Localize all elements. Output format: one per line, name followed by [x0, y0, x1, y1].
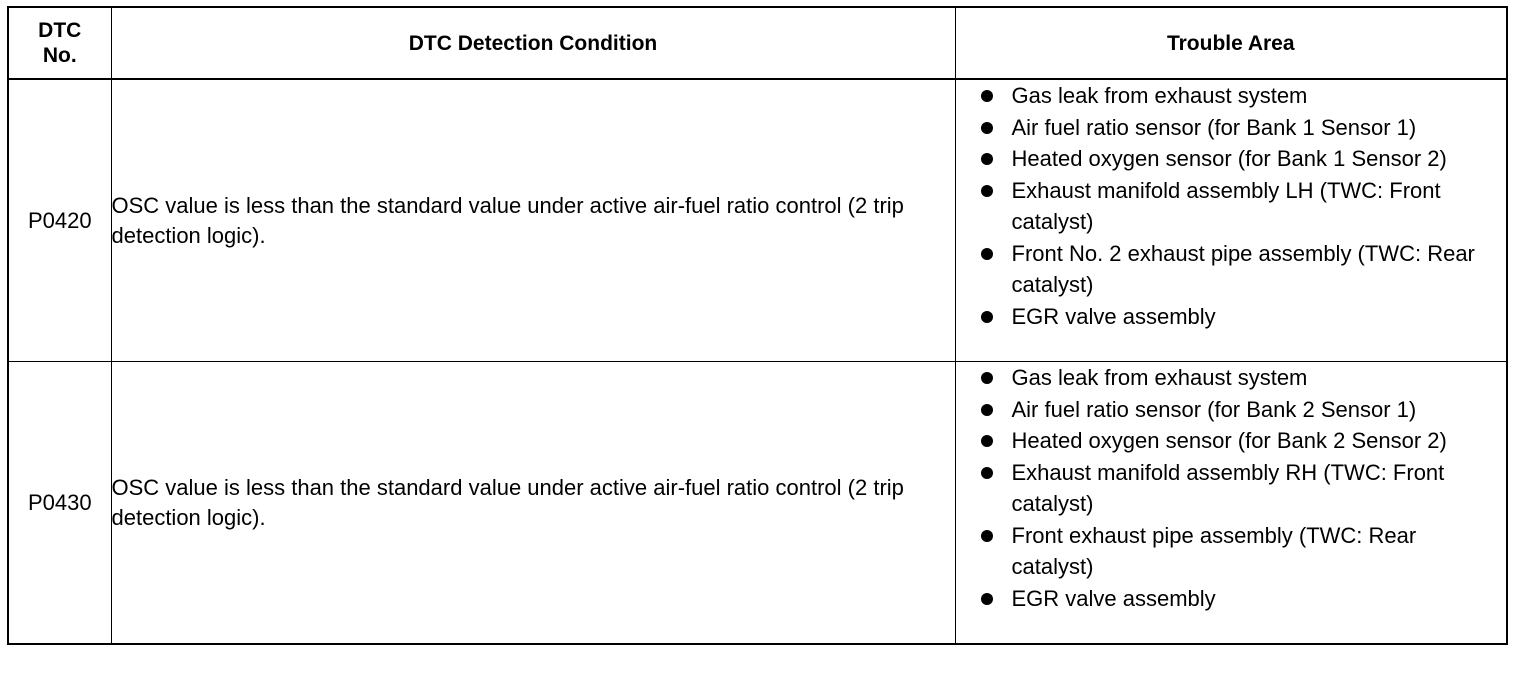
list-item	[976, 394, 1507, 426]
bullet-icon	[981, 122, 993, 134]
trouble-area-text: Gas leak from exhaust system	[1011, 83, 1308, 108]
bullet-icon	[981, 185, 993, 197]
trouble-area-list	[956, 362, 1507, 614]
trouble-area-text: Heated oxygen sensor (for Bank 1 Sensor 2)	[1011, 146, 1447, 171]
header-trouble-area: Trouble Area	[955, 7, 1507, 79]
table-row	[8, 362, 1507, 645]
detection-condition: OSC value is less than the standard value under active air-fuel ratio control (2 trip detection logic).	[111, 79, 955, 362]
trouble-area-text: Air fuel ratio sensor (for Bank 1 Sensor 1)	[1011, 114, 1417, 140]
trouble-area-text: Front exhaust pipe assembly (TWC: Rear catalyst)	[1011, 522, 1417, 579]
list-item	[976, 362, 1507, 394]
list-item	[976, 583, 1507, 615]
trouble-area-cell	[955, 79, 1507, 362]
trouble-area-cell	[955, 362, 1507, 645]
trouble-area-text: Front No. 2 exhaust pipe assembly (TWC: Rear catalyst)	[1011, 240, 1475, 297]
bullet-icon	[981, 593, 993, 605]
trouble-area-text: Air fuel ratio sensor (for Bank 2 Sensor 1)	[1011, 396, 1417, 422]
bullet-icon	[981, 467, 993, 479]
list-item	[976, 175, 1507, 238]
bullet-icon	[981, 248, 993, 260]
trouble-area-text: EGR valve assembly	[1011, 585, 1216, 611]
list-item	[976, 425, 1507, 457]
list-item	[976, 301, 1507, 333]
table-row	[8, 79, 1507, 362]
trouble-area-list	[956, 80, 1507, 332]
trouble-area-text: Heated oxygen sensor (for Bank 2 Sensor 2)	[1011, 428, 1447, 453]
dtc-code: P0420	[8, 79, 111, 362]
trouble-area-text: Exhaust manifold assembly LH (TWC: Front catalyst)	[1011, 177, 1441, 234]
dtc-code: P0430	[8, 362, 111, 645]
bullet-icon	[981, 435, 993, 447]
dtc-table	[7, 6, 1508, 645]
detection-condition: OSC value is less than the standard value under active air-fuel ratio control (2 trip detection logic).	[111, 362, 955, 645]
trouble-area-text: Gas leak from exhaust system	[1011, 365, 1308, 390]
list-item	[976, 238, 1507, 301]
list-item	[976, 80, 1507, 112]
bullet-icon	[981, 311, 993, 323]
table-header-row	[8, 7, 1507, 79]
header-dtc-no: DTC No.	[8, 7, 111, 79]
bullet-icon	[981, 530, 993, 542]
bullet-icon	[981, 372, 993, 384]
dtc-table-container	[7, 6, 1508, 645]
trouble-area-text: EGR valve assembly	[1011, 303, 1216, 329]
list-item	[976, 520, 1507, 583]
list-item	[976, 457, 1507, 520]
list-item	[976, 112, 1507, 144]
trouble-area-text: Exhaust manifold assembly RH (TWC: Front catalyst)	[1011, 459, 1445, 516]
bullet-icon	[981, 404, 993, 416]
list-item	[976, 143, 1507, 175]
header-detection-condition: DTC Detection Condition	[111, 7, 955, 79]
bullet-icon	[981, 153, 993, 165]
bullet-icon	[981, 90, 993, 102]
